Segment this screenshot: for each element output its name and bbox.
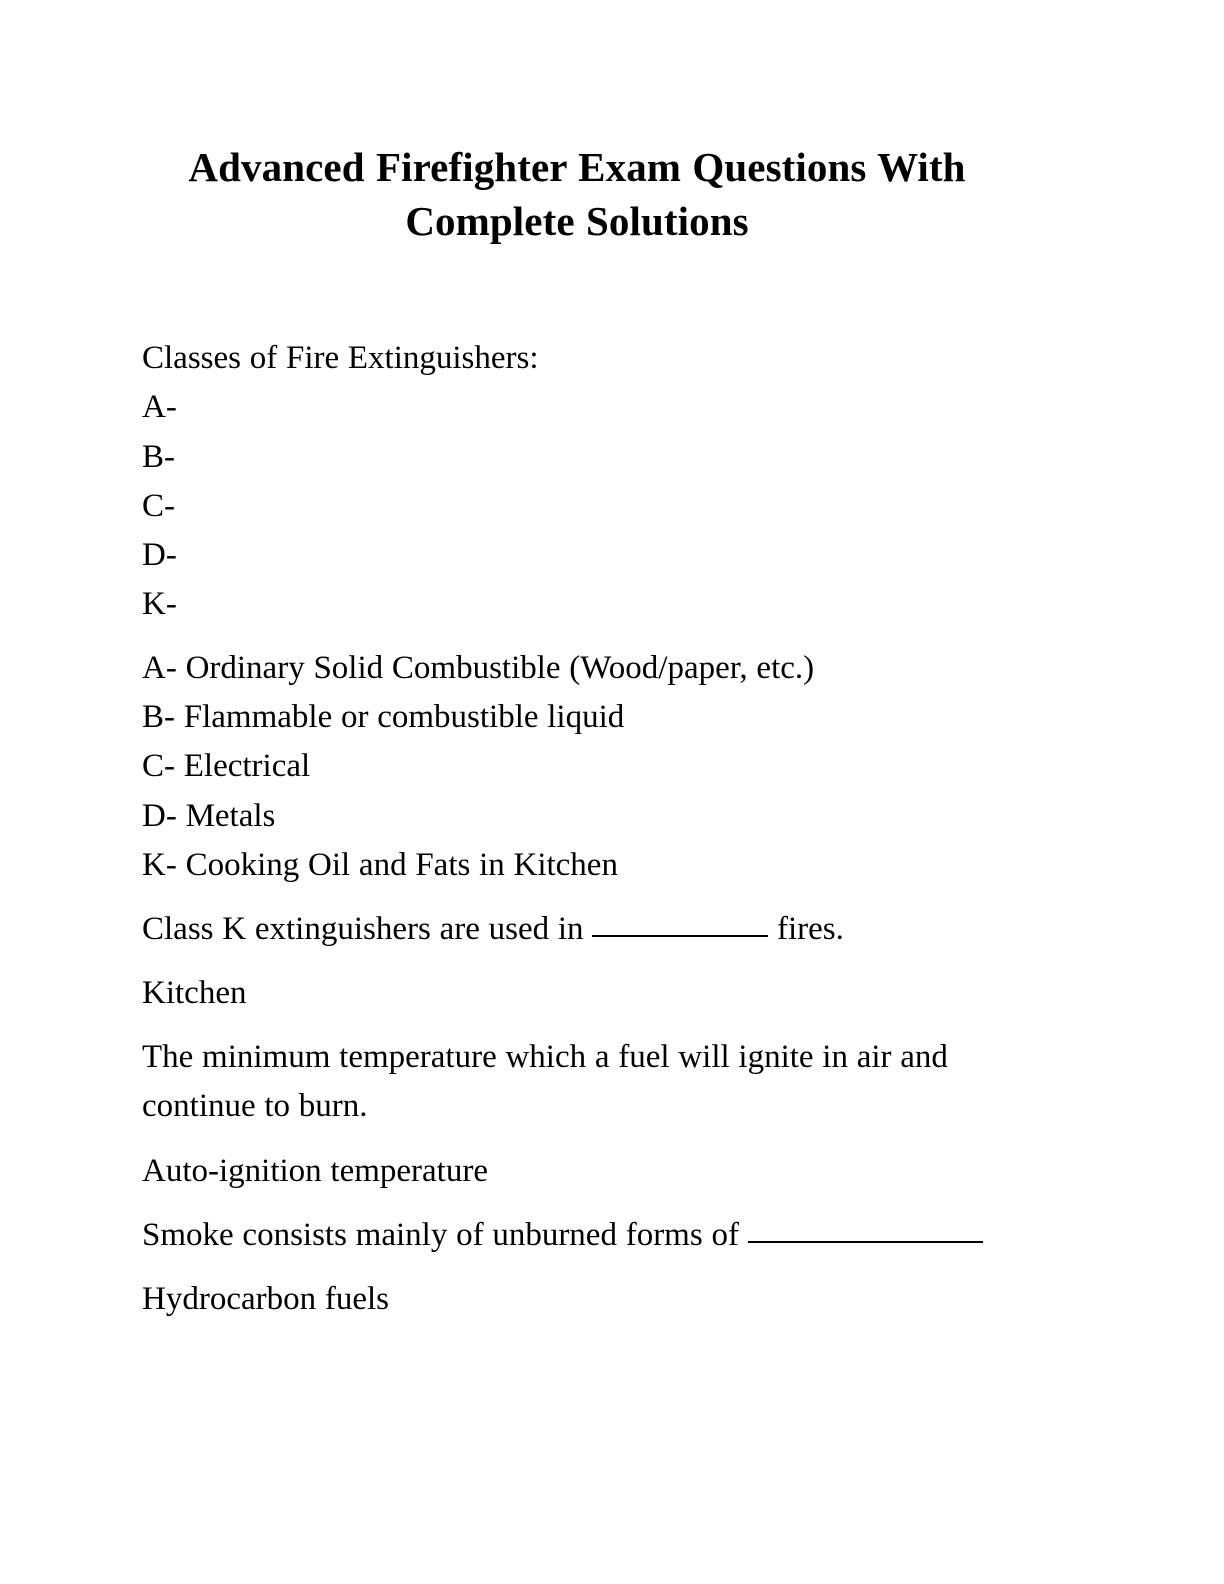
answer-autoignition: Auto-ignition temperature: [142, 1152, 488, 1189]
question-smoke-prefix: Smoke consists mainly of unburned forms of: [142, 1216, 748, 1253]
document-content: [142, 0, 1012, 1324]
class-definition-a: A- Ordinary Solid Combustible (Wood/paper, etc.): [142, 650, 815, 687]
page-title-line-1: Advanced Firefighter Exam Questions With: [188, 144, 966, 190]
class-definition-c: C- Electrical: [142, 748, 311, 785]
page-title: [142, 0, 1012, 248]
class-stub-b: B-: [142, 438, 175, 475]
question-class-k-suffix: fires.: [768, 910, 844, 947]
answer-class-k: Kitchen: [142, 975, 247, 1012]
class-definition-d: D- Metals: [142, 797, 276, 834]
question-smoke-block: [142, 1211, 1012, 1260]
page-title-line-2: Complete Solutions: [405, 198, 749, 245]
question-class-k-block: [142, 905, 1012, 954]
class-stub-k: K-: [142, 586, 177, 622]
question-smoke: [142, 1211, 1012, 1260]
class-stub-d: D-: [142, 536, 177, 573]
class-definition-b: B- Flammable or combustible liquid: [142, 699, 625, 736]
classes-list-block: [142, 334, 1012, 629]
question-autoignition: The minimum temperature which a fuel will ignite in air and continue to burn.: [142, 1039, 948, 1125]
question-autoignition-block: [142, 1033, 1012, 1131]
classes-heading: Classes of Fire Extinguishers:: [142, 340, 539, 377]
answer-smoke-block: [142, 1275, 1012, 1324]
title-body-spacer: [142, 248, 1012, 334]
class-definitions-block: [142, 644, 1012, 890]
question-class-k: [142, 905, 1012, 954]
answer-smoke: Hydrocarbon fuels: [142, 1280, 390, 1317]
fill-in-blank-class-k: [592, 935, 768, 937]
answer-class-k-block: [142, 969, 1012, 1018]
answer-autoignition-block: [142, 1147, 1012, 1196]
fill-in-blank-smoke: [748, 1241, 983, 1243]
class-stub-a: A-: [142, 389, 177, 426]
class-stub-c: C-: [142, 487, 175, 524]
class-definition-k: K- Cooking Oil and Fats in Kitchen: [142, 846, 618, 883]
question-class-k-prefix: Class K extinguishers are used in: [142, 910, 593, 947]
